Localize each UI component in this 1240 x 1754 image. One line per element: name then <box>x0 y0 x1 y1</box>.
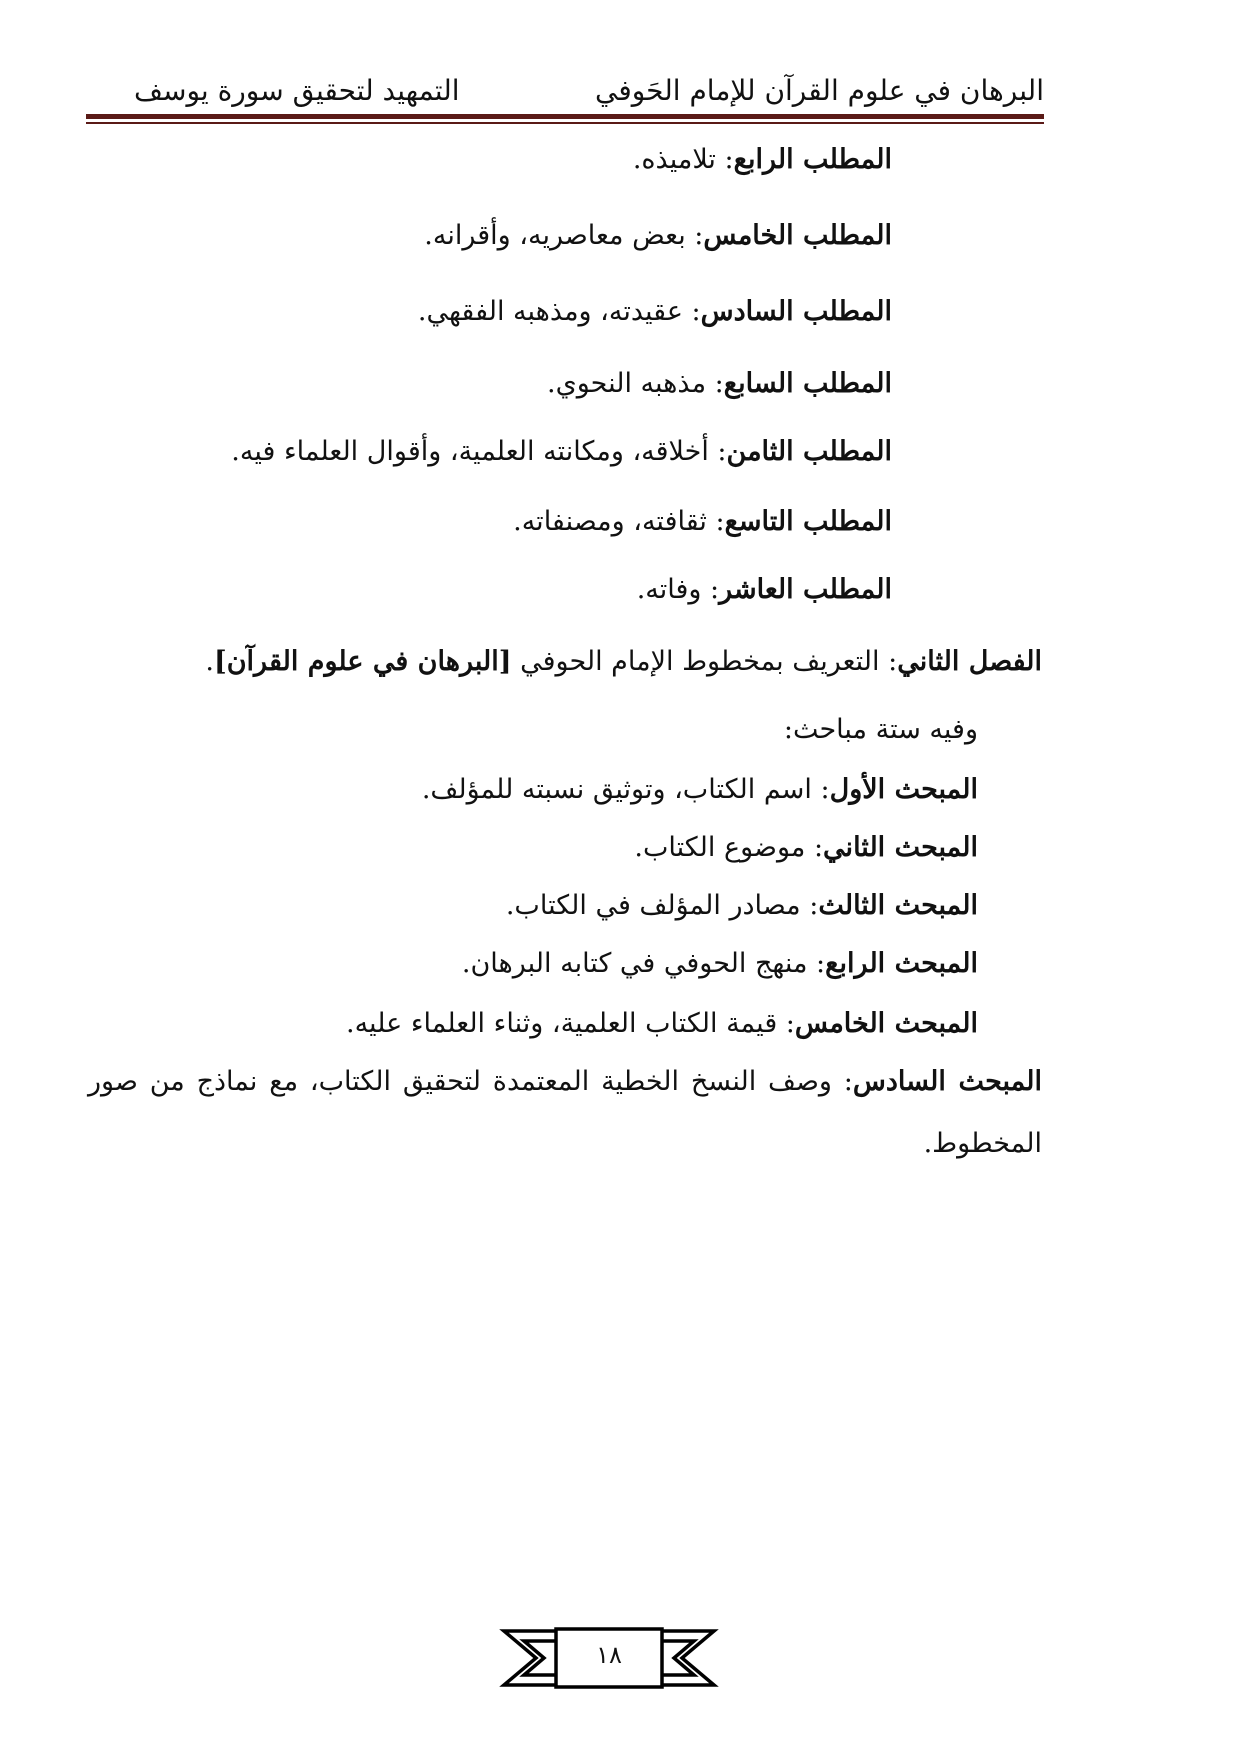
header-rule-thin <box>86 122 1044 124</box>
mabhath-text: : قيمة الكتاب العلمية، وثناء العلماء عليه. <box>346 1008 795 1039</box>
matlab-item <box>547 364 892 404</box>
matlab-text: : بعض معاصريه، وأقرانه. <box>424 220 704 251</box>
mabhath-label: المبحث الرابع <box>825 948 978 979</box>
matlab-item <box>418 292 892 332</box>
mabhath-label: المبحث السادس <box>852 1066 1042 1097</box>
matlab-item <box>633 140 892 180</box>
book-title: البرهان في علوم القرآن للإمام الحَوفي <box>594 74 1044 107</box>
mabhath-text: : موضوع الكتاب. <box>634 832 824 863</box>
matlab-item <box>231 432 892 472</box>
matlab-label: المطلب الخامس <box>703 220 892 251</box>
matlab-label: المطلب السابع <box>723 368 892 399</box>
mabhath-label: المبحث الأول <box>829 774 978 805</box>
mabhath-label: المبحث الثالث <box>818 890 978 921</box>
matlab-text: : مذهبه النحوي. <box>547 368 724 399</box>
mabhath-item-last <box>88 1062 1042 1102</box>
page-number: ١٨ <box>596 1641 622 1669</box>
matlab-text: : ثقافته، ومصنفاته. <box>513 506 725 537</box>
header-rule-thick <box>86 114 1044 119</box>
mabhath-text: : اسم الكتاب، وتوثيق نسبته للمؤلف. <box>421 774 830 805</box>
matlab-label: المطلب العاشر <box>719 574 892 605</box>
matlab-item <box>637 570 892 610</box>
page-header <box>86 68 1044 112</box>
chapter-text: : التعريف بمخطوط الإمام الحوفي <box>511 646 898 677</box>
chapter-heading <box>205 642 1042 682</box>
matlab-text: : تلاميذه. <box>632 144 734 175</box>
matlab-text: : عقيدته، ومذهبه الفقهي. <box>417 296 701 327</box>
section-title: التمهيد لتحقيق سورة يوسف <box>134 74 460 107</box>
chapter-intro: وفيه ستة مباحث: <box>783 714 978 745</box>
mabhath-text: : مصادر المؤلف في الكتاب. <box>505 890 819 921</box>
matlab-item <box>424 216 892 256</box>
mabhath-item <box>346 1004 978 1044</box>
mabhath-label: المبحث الخامس <box>794 1008 978 1039</box>
mabhath-text: : منهج الحوفي في كتابه البرهان. <box>461 948 826 979</box>
mabhath-text: : وصف النسخ الخطية المعتمدة لتحقيق الكتاب، مع نماذج من صور <box>88 1066 853 1097</box>
mabhath-item <box>634 828 978 868</box>
chapter-end: . <box>205 646 214 677</box>
mabhath-item-last-continuation: المخطوط. <box>923 1128 1042 1159</box>
matlab-label: المطلب التاسع <box>724 506 892 537</box>
chapter-label: الفصل الثاني <box>897 646 1042 677</box>
matlab-text: : وفاته. <box>636 574 720 605</box>
matlab-label: المطلب الرابع <box>733 144 892 175</box>
mabhath-item <box>506 886 978 926</box>
chapter-book-name: [البرهان في علوم القرآن] <box>213 646 512 677</box>
matlab-item <box>513 502 892 542</box>
matlab-label: المطلب السادس <box>700 296 892 327</box>
mabhath-label: المبحث الثاني <box>823 832 978 863</box>
matlab-text: : أخلاقه، ومكانته العلمية، وأقوال العلماء فيه. <box>231 436 727 467</box>
mabhath-item <box>422 770 978 810</box>
page-number-ornament <box>496 1625 722 1691</box>
mabhath-item <box>462 944 978 984</box>
matlab-label: المطلب الثامن <box>726 436 892 467</box>
